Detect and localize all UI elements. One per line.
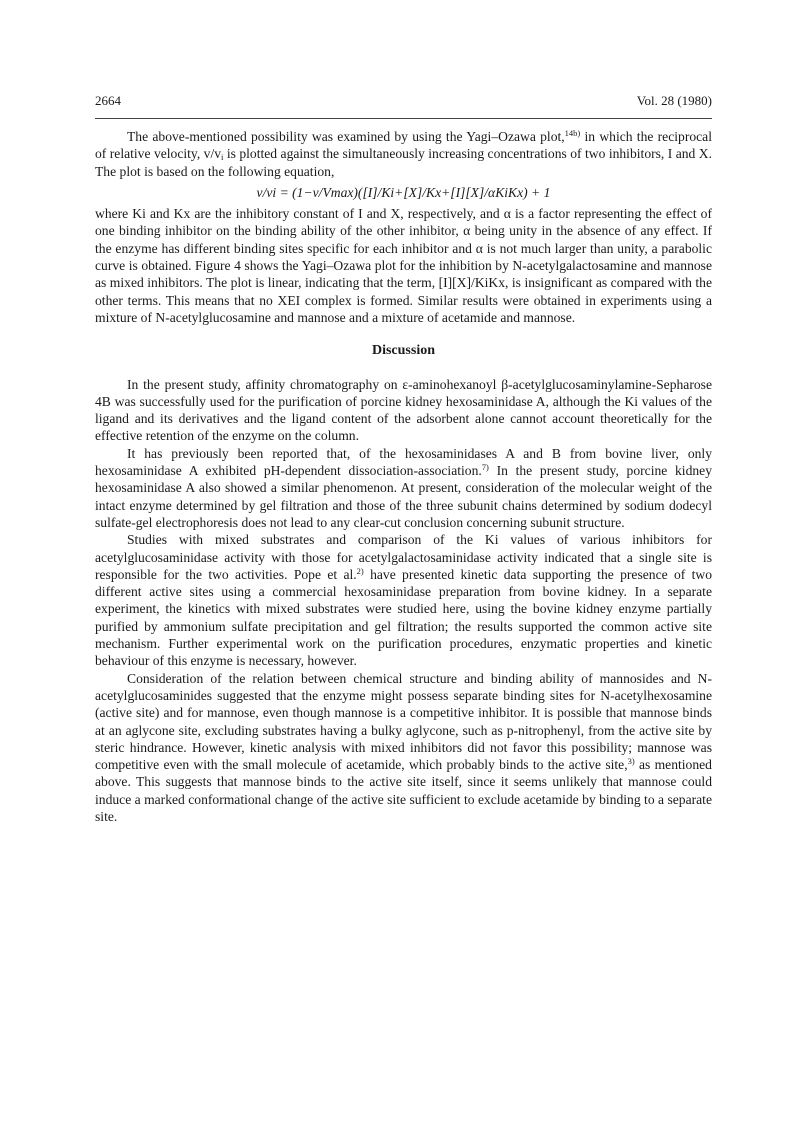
paragraph-mixed-substrates: [95, 531, 712, 669]
equation: v/vi = (1−v/Vmax)([I]/Ki+[X]/Kx+[I][X]/αKiKx) + 1: [256, 184, 551, 200]
paragraph-affinity: In the present study, affinity chromatography on ε-aminohexanoyl β-acetylglucosaminylamine-Sepharose 4B was successfully used for the purification of porcine kidney hexosaminidase A, although the Ki values of the ligand and its derivatives and the ligand content of the adsorbent alone cannot account theoretically for the effective retention of the enzyme on the column.: [95, 376, 712, 444]
header-rule: [95, 118, 712, 119]
citation: 7): [481, 462, 489, 473]
paragraph-yagi-ozawa: [95, 128, 712, 180]
citation: 14b): [564, 128, 581, 138]
subscript: i: [221, 152, 224, 163]
paragraph-where: where Ki and Kx are the inhibitory constant of I and X, respectively, and α is a factor representing the effect of one binding inhibitor on the binding ability of the other inhibitor, α being unity in the absence of any effect. If the enzyme has different binding sites specific for each inhibitor and α is not much larger than unity, a parabolic curve is obtained. Figure 4 shows the Yagi–Ozawa plot for the inhibition by N-acetylgalactosamine and mannose as mixed inhibitors. The plot is linear, indicating that the term, [I][X]/KiKx, is insignificant as compared with the other terms. This means that no XEI complex is formed. Similar results were obtained in experiments using a mixture of N-acetylglucosamine and mannose and a mixture of acetamide and mannose.: [95, 206, 712, 325]
paragraph-text: Studies with mixed substrates and comparison of the Ki values of various inhibitors for acetylglucosaminidase activity with those for acetylgalactosaminidase activity indicated that a single site is responsible for the two activities. Pope et al.: [95, 532, 712, 582]
paragraph-text: have presented kinetic data supporting the presence of two different active sites using a commercial hexosaminidase preparation from bovine kidney. In a separate experiment, the kinetics with mixed substrates were studied here, using the bovine kidney enzyme partially purified by ammonium sulfate precipitation and gel filtration; the results supported the common active site mechanism. Further experimental work on the purification procedures, enzymatic properties and kinetic behaviour of this enzyme is necessary, however.: [95, 566, 712, 669]
citation: 2): [356, 565, 364, 576]
article-body: [95, 128, 712, 825]
paragraph-text: The above-mentioned possibility was examined by using the Yagi–Ozawa plot,: [127, 129, 565, 144]
section-heading-discussion: Discussion: [371, 343, 436, 359]
volume-label: Vol. 28 (1980): [636, 93, 712, 108]
paragraph-text: It has previously been reported that, of the hexosaminidases A and B from bovine liver, only hexosaminidase A exhibited pH-dependent dissociation-association.: [95, 445, 712, 479]
citation: 3): [627, 756, 635, 767]
paragraph-mannose: [95, 670, 712, 826]
paragraph-text: in which the reciprocal of relative velocity, v/v: [95, 129, 712, 162]
paragraph-text: is plotted against the simultaneously increasing concentrations of two inhibitors, I and X. The plot is based on the following equation,: [95, 146, 712, 179]
paragraph-text: as mentioned above. This suggests that mannose binds to the active site itself, since it seems unlikely that mannose could induce a marked conformational change of the active site sufficient to exclude acetamide by binding to a separate site.: [95, 757, 712, 824]
running-header: [95, 93, 712, 115]
paragraph-text: In the present study, porcine kidney hexosaminidase A also showed a similar phenomenon. At present, consideration of the molecular weight of the intact enzyme determined by gel filtration and those of the three subunit chains determined by sodium dodecyl sulfate-gel electrophoresis does not lead to any clear-cut conclusion concerning subunit structure.: [95, 463, 712, 530]
paragraph-dissociation: [95, 445, 712, 531]
paragraph-text: Consideration of the relation between chemical structure and binding ability of mannosides and N-acetylglucosaminides suggested that the enzyme might possess separate binding sites for N-acetylhexosamine (active site) and for mannose, even though mannose is a competitive inhibitor. It is possible that mannose binds at an aglycone site, excluding substrates having a bulky aglycone, such as p-nitrophenyl, from the active site by steric hindrance. However, kinetic analysis with mixed inhibitors did not favor this possibility; mannose was competitive even with the small molecule of acetamide, which probably binds to the active site,: [95, 670, 712, 773]
page-number: 2664: [95, 93, 121, 108]
